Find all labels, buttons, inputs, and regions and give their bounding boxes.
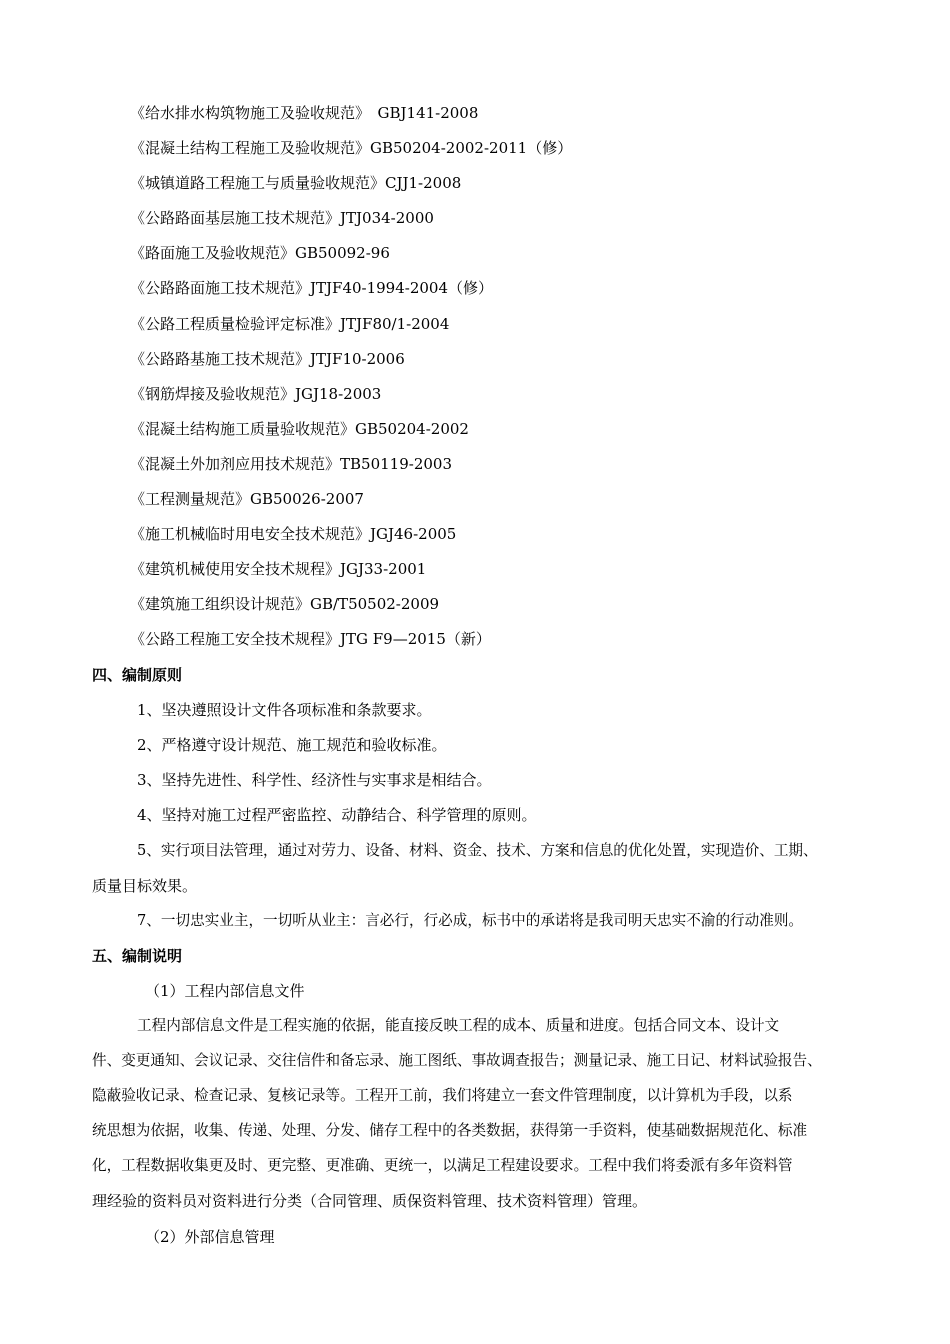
standard-item: 《混凝土结构施工质量验收规范》GB50204-2002 bbox=[130, 419, 469, 438]
standard-item: 《城镇道路工程施工与质量验收规范》CJJ1-2008 bbox=[130, 174, 462, 193]
principle-item-1: 1、坚决遵照设计文件各项标准和条款要求。 bbox=[137, 701, 432, 719]
standard-item: 《路面施工及验收规范》GB50092-96 bbox=[130, 244, 390, 263]
standard-item: 《公路路面基层施工技术规范》JTJ034-2000 bbox=[130, 209, 434, 228]
body-line: 隐蔽验收记录、检查记录、复核记录等。工程开工前，我们将建立一套文件管理制度，以计算机为手段，以系 bbox=[92, 1087, 793, 1104]
principle-item-2: 2、严格遵守设计规范、施工规范和验收标准。 bbox=[137, 736, 447, 754]
standard-item: 《公路工程质量检验评定标准》JTJF80/1-2004 bbox=[130, 314, 450, 333]
body-line: 统思想为依据，收集、传递、处理、分发、储存工程中的各类数据，获得第一手资料，使基础数据规范化、标准 bbox=[92, 1122, 808, 1139]
standard-item: 《钢筋焊接及验收规范》JGJ18-2003 bbox=[130, 384, 382, 403]
body-line: 理经验的资料员对资料进行分类（合同管理、质保资料管理、技术资料管理）管理。 bbox=[92, 1192, 648, 1210]
section-4-heading: 四、编制原则 bbox=[92, 666, 183, 684]
subheading-internal-info: （1）工程内部信息文件 bbox=[145, 982, 305, 1000]
section-5-heading: 五、编制说明 bbox=[92, 947, 183, 965]
body-line: 化，工程数据收集更及时、更完整、更准确、更统一，以满足工程建设要求。工程中我们将委派有多年资料管 bbox=[92, 1157, 793, 1174]
standard-item: 《混凝土结构工程施工及验收规范》GB50204-2002-2011（修） bbox=[130, 139, 573, 158]
principle-item-7: 7、一切忠实业主，一切听从业主：言必行，行必成，标书中的承诺将是我司明天忠实不渝的行动准则。 bbox=[137, 912, 804, 929]
body-line: 工程内部信息文件是工程实施的依据，能直接反映工程的成本、质量和进度。包括合同文本、设计文 bbox=[137, 1017, 780, 1034]
principle-item-3: 3、坚持先进性、科学性、经济性与实事求是相结合。 bbox=[137, 771, 492, 789]
standard-item: 《建筑施工组织设计规范》GB/T50502-2009 bbox=[130, 595, 440, 614]
standard-item: 《给水排水构筑物施工及验收规范》 GBJ141-2008 bbox=[130, 104, 479, 122]
standard-item: 《建筑机械使用安全技术规程》JGJ33-2001 bbox=[130, 560, 427, 579]
standard-item: 《公路工程施工安全技术规程》JTG F9—2015（新） bbox=[130, 630, 491, 649]
standard-item: 《公路路基施工技术规范》JTJF10-2006 bbox=[130, 349, 405, 368]
principle-item-5-line-2: 质量目标效果。 bbox=[92, 877, 198, 895]
standard-item: 《混凝土外加剂应用技术规范》TB50119-2003 bbox=[130, 454, 452, 473]
standard-item: 《公路路面施工技术规范》JTJF40-1994-2004（修） bbox=[130, 279, 494, 298]
subheading-external-info: （2）外部信息管理 bbox=[145, 1228, 275, 1246]
standards-list bbox=[130, 102, 890, 664]
body-line: 件、变更通知、会议记录、交往信件和备忘录、施工图纸、事故调查报告；测量记录、施工日记、材料试验报告、 bbox=[92, 1052, 822, 1069]
principle-item-5-line-1: 5、实行项目法管理，通过对劳力、设备、材料、资金、技术、方案和信息的优化处置，实现造价、工期、 bbox=[137, 842, 818, 859]
standard-item: 《工程测量规范》GB50026-2007 bbox=[130, 490, 364, 509]
principle-item-4: 4、坚持对施工过程严密监控、动静结合、科学管理的原则。 bbox=[137, 806, 537, 824]
standard-item: 《施工机械临时用电安全技术规范》JGJ46-2005 bbox=[130, 525, 457, 544]
